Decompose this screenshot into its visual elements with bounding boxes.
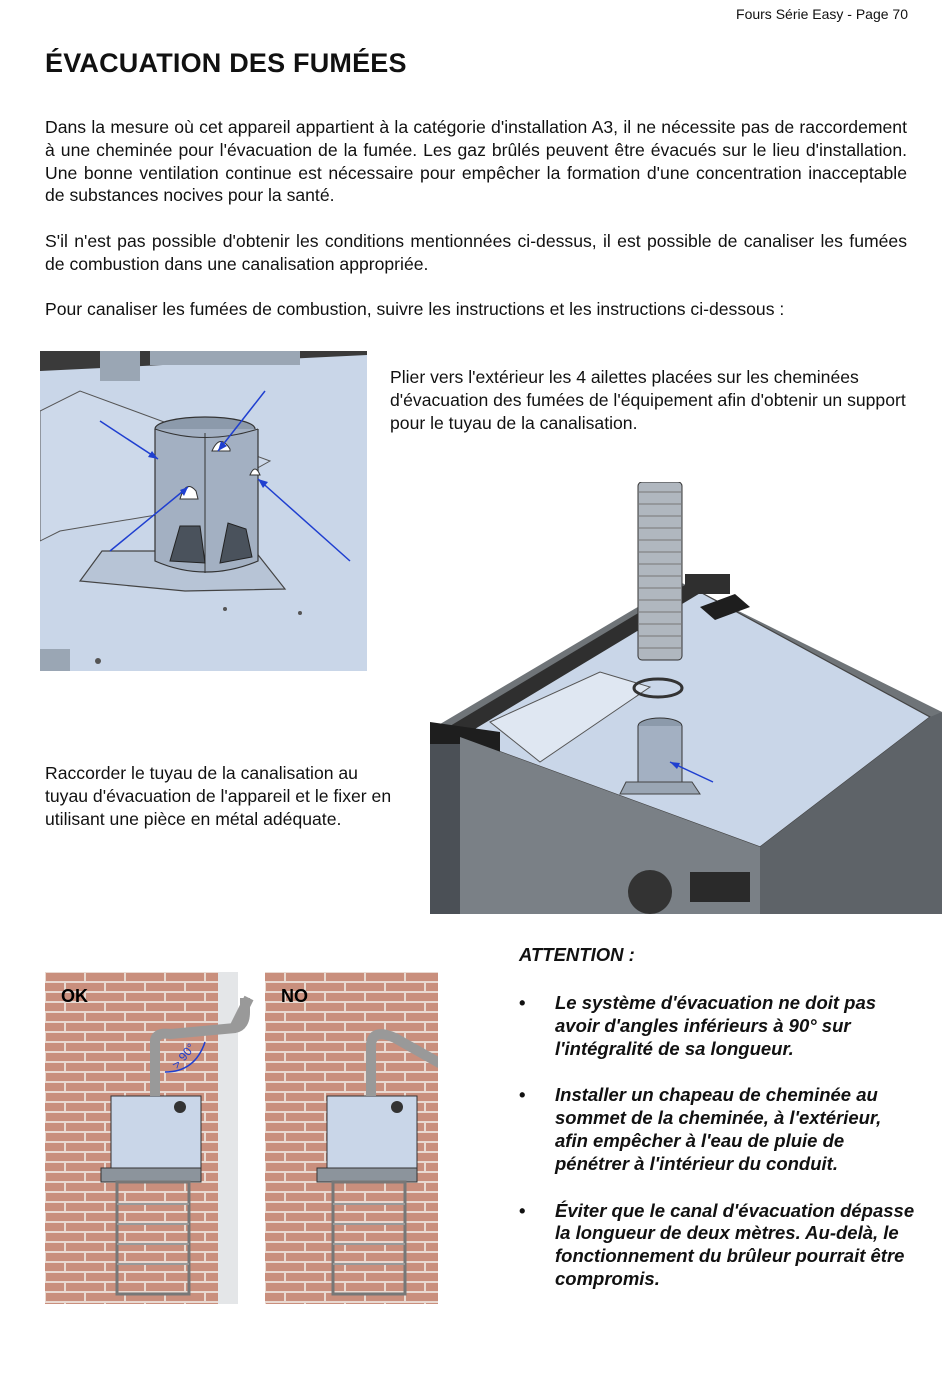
ok-label: OK — [61, 986, 88, 1006]
page-title: ÉVACUATION DES FUMÉES — [45, 48, 407, 78]
attention-item — [519, 992, 919, 1060]
figure-oven-pipe — [430, 482, 942, 914]
attention-item — [519, 1084, 919, 1175]
paragraph-intro: Dans la mesure où cet appareil appartient à la catégorie d'installation A3, il ne nécessite pas de raccordement à une cheminée pour l'évacuation de la fumée. Les gaz brûlés peuvent être évacués sur le lieu d'installation. Une bonne ventilation continue est nécessaire pour empêcher la formation d'une concentration inacceptable de substances nocives pour la santé. — [45, 117, 907, 206]
attention-item — [519, 1200, 919, 1291]
bullet-dot: • — [519, 992, 526, 1013]
step-connect-pipe: Raccorder le tuyau de la canalisation au tuyau d'évacuation de l'appareil et le fixer en utilisant une pièce en métal adéquate. — [45, 763, 392, 829]
attention-title: ATTENTION : — [519, 944, 635, 965]
bullet-dot: • — [519, 1084, 526, 1106]
no-label: NO — [281, 986, 308, 1006]
attention-item-text: Le système d'évacuation ne doit pas avoir d'angles inférieurs à 90° sur l'intégralité de sa longueur. — [555, 992, 877, 1059]
attention-item-text: Éviter que le canal d'évacuation dépasse la longueur de deux mètres. Au-delà, le fonctionnement du brûleur pourrait être compromis. — [555, 1199, 915, 1289]
attention-item-text: Installer un chapeau de cheminée au sommet de la cheminée, à l'extérieur, afin empêcher à l'eau de pluie de pénétrer à l'intérieur du conduit. — [555, 1084, 882, 1174]
paragraph-conditions: S'il n'est pas possible d'obtenir les conditions mentionnées ci-dessus, il est possible de canaliser les fumées de combustion dans une canalisation appropriée. — [45, 231, 907, 274]
figure-ok-no-comparison — [45, 972, 438, 1304]
bullet-dot: • — [519, 1199, 526, 1221]
figure-chimney-fins — [40, 351, 367, 671]
page-header: Fours Série Easy - Page 70 — [736, 6, 908, 22]
angle-label: > 90° — [169, 1040, 199, 1072]
step-fold-fins: Plier vers l'extérieur les 4 ailettes placées sur les cheminées d'évacuation des fumées de l'équipement afin d'obtenir un support pour le tuyau de la canalisation. — [390, 367, 906, 433]
paragraph-instructions: Pour canaliser les fumées de combustion, suivre les instructions et les instructions ci-dessous : — [45, 299, 785, 319]
attention-list — [519, 992, 919, 1315]
